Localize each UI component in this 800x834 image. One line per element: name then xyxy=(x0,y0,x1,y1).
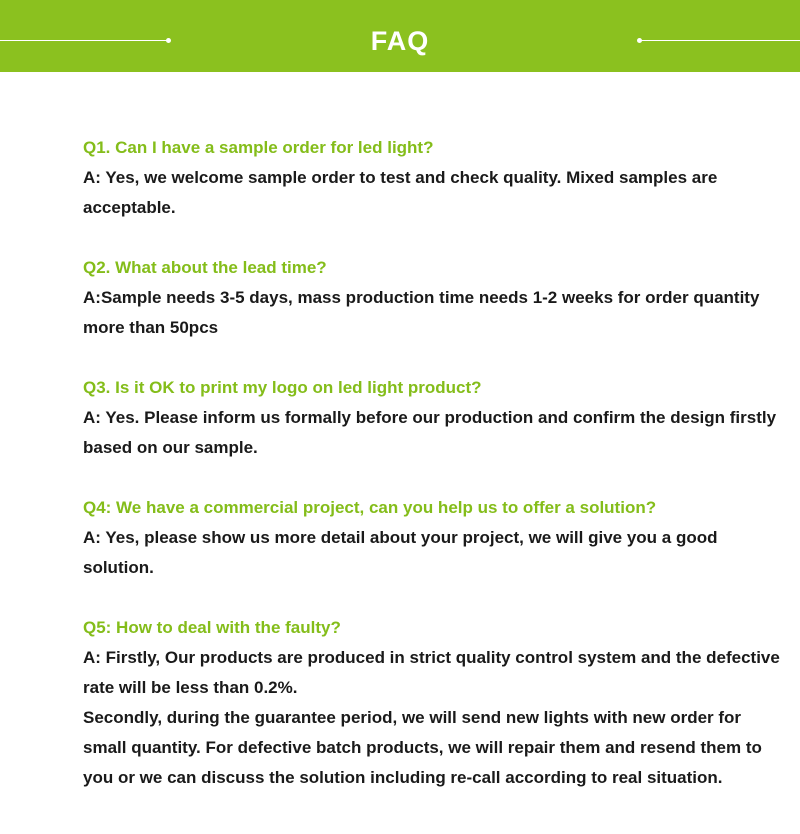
faq-question-2: Q2. What about the lead time? xyxy=(83,258,327,277)
page-title: FAQ xyxy=(370,26,430,56)
faq-answer-3: A: Yes. Please inform us formally before our production and confirm the design firstly based on our sample. xyxy=(83,408,777,457)
faq-item-2 xyxy=(83,253,783,343)
faq-item-5 xyxy=(83,613,783,793)
faq-item-3 xyxy=(83,373,783,463)
faq-question-4: Q4: We have a commercial project, can you help us to offer a solution? xyxy=(83,498,657,517)
faq-answer-1: A: Yes, we welcome sample order to test and check quality. Mixed samples are acceptable. xyxy=(83,168,718,217)
faq-answer-2: A:Sample needs 3-5 days, mass production time needs 1-2 weeks for order quantity more than 50pcs xyxy=(83,288,760,337)
faq-answer-4: A: Yes, please show us more detail about your project, we will give you a good solution. xyxy=(83,528,718,577)
faq-item-1 xyxy=(83,133,783,223)
faq-question-5: Q5: How to deal with the faulty? xyxy=(83,618,341,637)
faq-item-4 xyxy=(83,493,783,583)
faq-question-1: Q1. Can I have a sample order for led light? xyxy=(83,138,434,157)
faq-answer-5-part-1: A: Firstly, Our products are produced in strict quality control system and the defective rate will be less than 0.2%. xyxy=(83,648,780,697)
faq-answer-5-part-2: Secondly, during the guarantee period, we will send new lights with new order for small quantity. For defective batch products, we will repair them and resend them to you or we can discuss the solution including re-call according to real situation. xyxy=(83,708,762,787)
faq-question-3: Q3. Is it OK to print my logo on led light product? xyxy=(83,378,482,397)
faq-list xyxy=(83,133,783,823)
